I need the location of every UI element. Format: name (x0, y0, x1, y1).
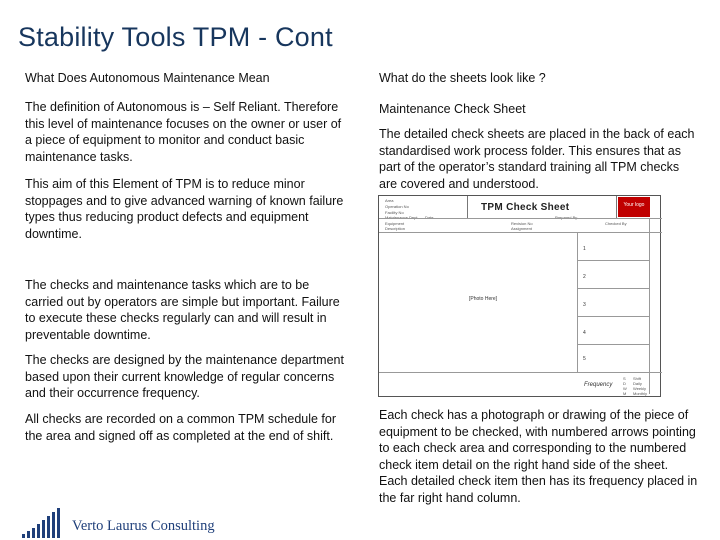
sheet-title: TPM Check Sheet (481, 202, 570, 213)
sheet-item-number: 1 (583, 246, 586, 252)
each-check-paragraph: Each check has a photograph or drawing of the piece of equipment to be checked, with numbered arrows pointing to each check area and corresponding to the numbered check item detail on the right hand side of the sheet. Each detailed check item then has its frequency placed in the far right hand column. (379, 408, 698, 505)
company-name: Verto Laurus Consulting (72, 518, 215, 534)
designed-paragraph: The checks are designed by the maintenance department based upon their current knowledge of regular concerns and their occurrence frequency. (25, 353, 344, 400)
sheet-frequency-code: D (623, 381, 626, 386)
left-heading: What Does Autonomous Maintenance Mean (25, 71, 270, 85)
sheet-frequency-text: Weekly (633, 386, 647, 391)
sheet-field-label: Prepared By (555, 215, 578, 220)
sheet-rule (577, 232, 578, 372)
right-heading: What do the sheets look like ? (379, 71, 546, 85)
sheet-item-number: 5 (583, 356, 586, 362)
bar-chart-logo-icon (22, 508, 62, 538)
aim-paragraph: This aim of this Element of TPM is to reduce minor stoppages and to give advanced warning of known failure types thus reducing product defects and equipment downtime. (25, 177, 344, 241)
detailed-paragraph: The detailed check sheets are placed in the back of each standardised work process folder. This ensures that as part of the operator’s standard training all TPM checks are covered and understood. (379, 127, 695, 191)
sheet-rule (379, 232, 662, 233)
sheet-rule (379, 218, 662, 219)
sheet-field-label: Revision No (511, 221, 533, 226)
sheet-field-label: Date (425, 215, 434, 220)
sheet-frequency-text: Monthly (633, 391, 648, 396)
sheet-frequency-text: Daily (633, 381, 642, 386)
sheet-rule (577, 260, 649, 261)
sheet-rule (649, 218, 650, 394)
sheet-item-number: 4 (583, 330, 586, 336)
sheet-rule (577, 344, 649, 345)
sheet-rule (379, 372, 662, 373)
sheet-field-label: Area (385, 198, 394, 203)
sheet-field-label: Assignment (511, 226, 532, 231)
check-sheet-image (378, 195, 661, 397)
sheet-logo-placeholder: Your logo (618, 197, 650, 217)
sheet-item-number: 2 (583, 274, 586, 280)
sheet-field-label: Facility No (385, 210, 404, 215)
sheet-item-number: 3 (583, 302, 586, 308)
slide-title: Stability Tools TPM - Cont (18, 22, 333, 52)
sheet-field-label: Checked By (605, 221, 627, 226)
recorded-paragraph: All checks are recorded on a common TPM schedule for the area and signed off as completed at the end of shift. (25, 412, 337, 443)
sheet-rule (577, 288, 649, 289)
sheet-frequency-text: Shift (633, 376, 642, 381)
sheet-photo-label: [Photo Here] (469, 296, 498, 302)
sheet-rule (577, 316, 649, 317)
sheet-field-label: Equipment (385, 221, 405, 226)
sheet-frequency-code: W (623, 386, 627, 391)
sheet-frequency-code: S (623, 376, 626, 381)
sheet-name: Maintenance Check Sheet (379, 102, 526, 116)
sheet-field-label: Description (385, 226, 406, 231)
sheet-field-label: Maintenance Dept (385, 215, 418, 220)
definition-paragraph: The definition of Autonomous is – Self Reliant. Therefore this level of maintenance focuses on the owner or user of a piece of equipment to monitor and conduct basic maintenance tasks. (25, 100, 342, 164)
sheet-frequency-code: M (623, 391, 627, 396)
sheet-frequency-label: Frequency (584, 382, 613, 388)
sheet-field-label: Operation No (385, 204, 409, 209)
checks-paragraph: The checks and maintenance tasks which are to be carried out by operators are simple but important. Failure to execute these checks regularly can and will result in preventable downtime. (25, 278, 340, 342)
